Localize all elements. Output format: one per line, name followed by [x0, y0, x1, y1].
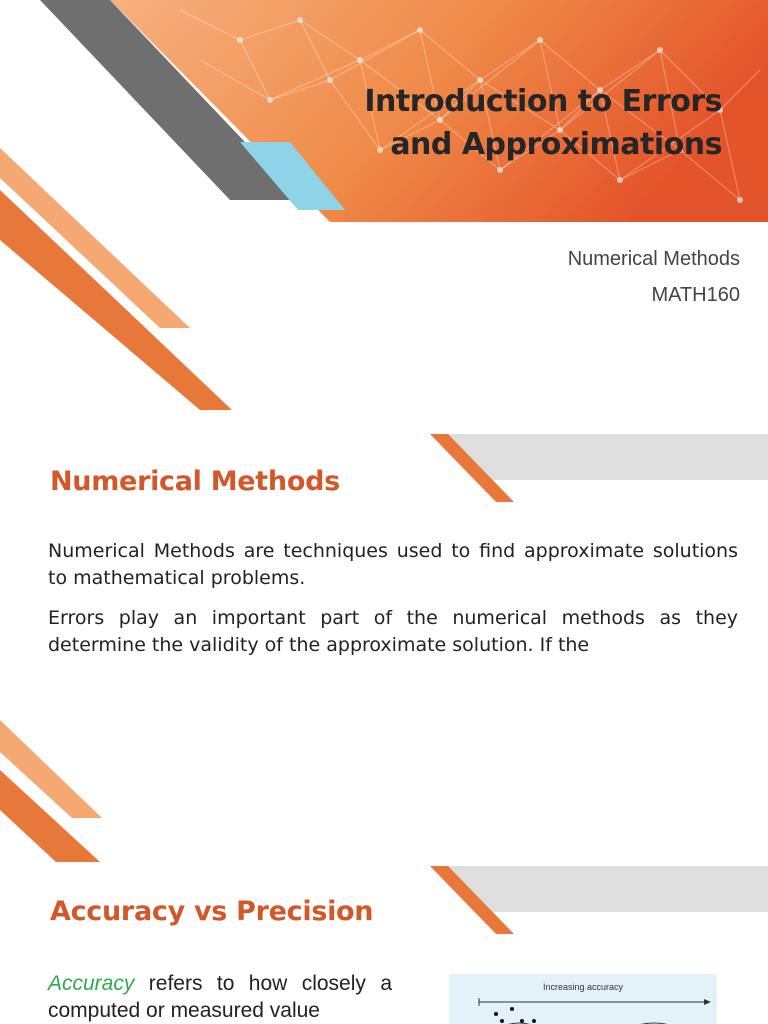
presentation-title	[202, 80, 722, 166]
paragraph-1: Numerical Methods are techniques used to find approximate solutions to mathematical problems.	[48, 540, 738, 589]
left-orange-stripes	[0, 0, 240, 430]
numerical-methods-slide	[0, 430, 768, 862]
figure-caption: Increasing accuracy	[542, 982, 624, 992]
slide-heading: Numerical Methods	[50, 466, 340, 497]
accuracy-paragraph	[48, 970, 392, 1024]
arrow-head	[704, 999, 711, 1005]
title-slide	[0, 0, 768, 430]
scatter-dots	[494, 1007, 536, 1023]
accuracy-diagram	[449, 974, 717, 1024]
accuracy-figure	[449, 974, 717, 1024]
subtitle: Numerical Methods	[567, 248, 740, 270]
title-line-2: and Approximations	[390, 127, 722, 162]
title-line-1: Introduction to Errors	[364, 84, 722, 119]
slide-heading-3: Accuracy vs Precision	[50, 896, 374, 927]
left-orange-stripes-2	[0, 710, 120, 862]
accuracy-precision-slide	[0, 862, 768, 1024]
paragraph-2: Errors play an important part of the numerical methods as they determine the validity of the approximate solution. If the	[48, 607, 738, 656]
accuracy-term: Accuracy	[48, 972, 135, 995]
accuracy-definition: refers to how closely a computed or measured value	[48, 972, 392, 1022]
course-code: MATH160	[651, 284, 740, 306]
